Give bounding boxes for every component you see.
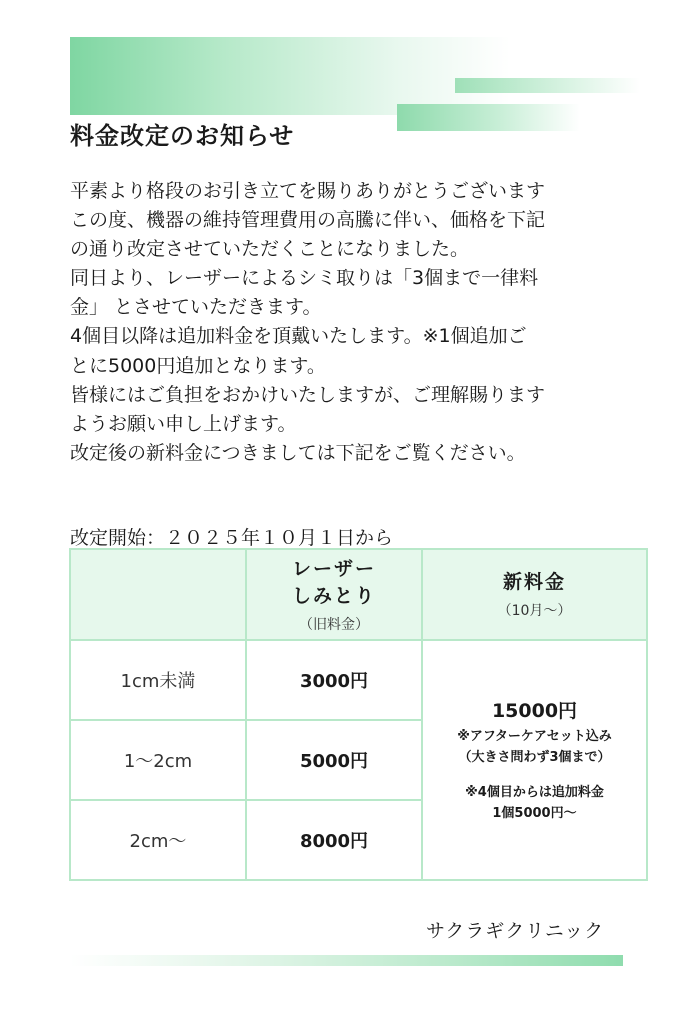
notice-body <box>70 177 630 468</box>
new-price-note: 1個5000円～ <box>492 806 577 821</box>
header-new-sub: （10月～） <box>497 603 572 619</box>
body-line: この度、機器の維持管理費用の高騰に伴い、価格を下記 <box>70 209 546 232</box>
new-price-value: 15000円 <box>491 700 578 722</box>
revision-start-date: 改定開始：２０２５年１０月１日から <box>70 527 394 549</box>
new-price-note: ※アフターケアセット込み <box>457 729 612 744</box>
old-price-cell: 3000円 <box>246 640 422 720</box>
body-line: 同日より、レーザーによるシミ取りは「3個まで一律料 <box>70 267 539 290</box>
table-row <box>70 640 647 720</box>
body-line: ようお願い申し上げます。 <box>70 412 297 435</box>
decorative-band-top-right <box>455 78 640 93</box>
header-old-line2: しみとり <box>291 584 376 607</box>
header-new-label: 新料金 <box>502 571 566 593</box>
decorative-band-top-mid <box>397 104 580 131</box>
header-old-sub: （旧料金） <box>299 616 369 633</box>
body-line: とに5000円追加となります。 <box>70 354 326 377</box>
notice-title: 料金改定のお知らせ <box>70 122 295 150</box>
header-new-price <box>422 549 647 640</box>
new-price-note: ※4個目からは追加料金 <box>465 785 604 800</box>
size-cell: 1～2cm <box>70 720 246 800</box>
new-price-cell <box>422 640 647 880</box>
new-price-note: （大きさ問わず3個まで） <box>458 750 611 765</box>
body-line: 金」 とさせていただきます。 <box>70 296 322 319</box>
body-line: の通り改定させていただくことになりました。 <box>70 238 470 261</box>
price-table-header-row <box>70 549 647 640</box>
header-empty-cell <box>70 549 246 640</box>
size-cell: 1cm未満 <box>70 640 246 720</box>
old-price-cell: 5000円 <box>246 720 422 800</box>
body-line: 平素より格段のお引き立てを賜りありがとうございます <box>70 180 546 202</box>
body-line: 改定後の新料金につきましては下記をご覧ください。 <box>70 441 526 464</box>
size-cell: 2cm～ <box>70 800 246 880</box>
clinic-name: サクラギクリニック <box>426 920 605 942</box>
body-line: 皆様にはご負担をおかけいたしますが、ご理解賜ります <box>70 383 546 406</box>
decorative-band-bottom <box>70 955 623 966</box>
old-price-cell: 8000円 <box>246 800 422 880</box>
spacer <box>423 768 646 782</box>
header-old-price <box>246 549 422 640</box>
body-line: 4個目以降は追加料金を頂戴いたします。※1個追加ご <box>70 325 527 348</box>
price-table <box>69 548 648 881</box>
header-old-line1: レーザー <box>291 557 376 580</box>
